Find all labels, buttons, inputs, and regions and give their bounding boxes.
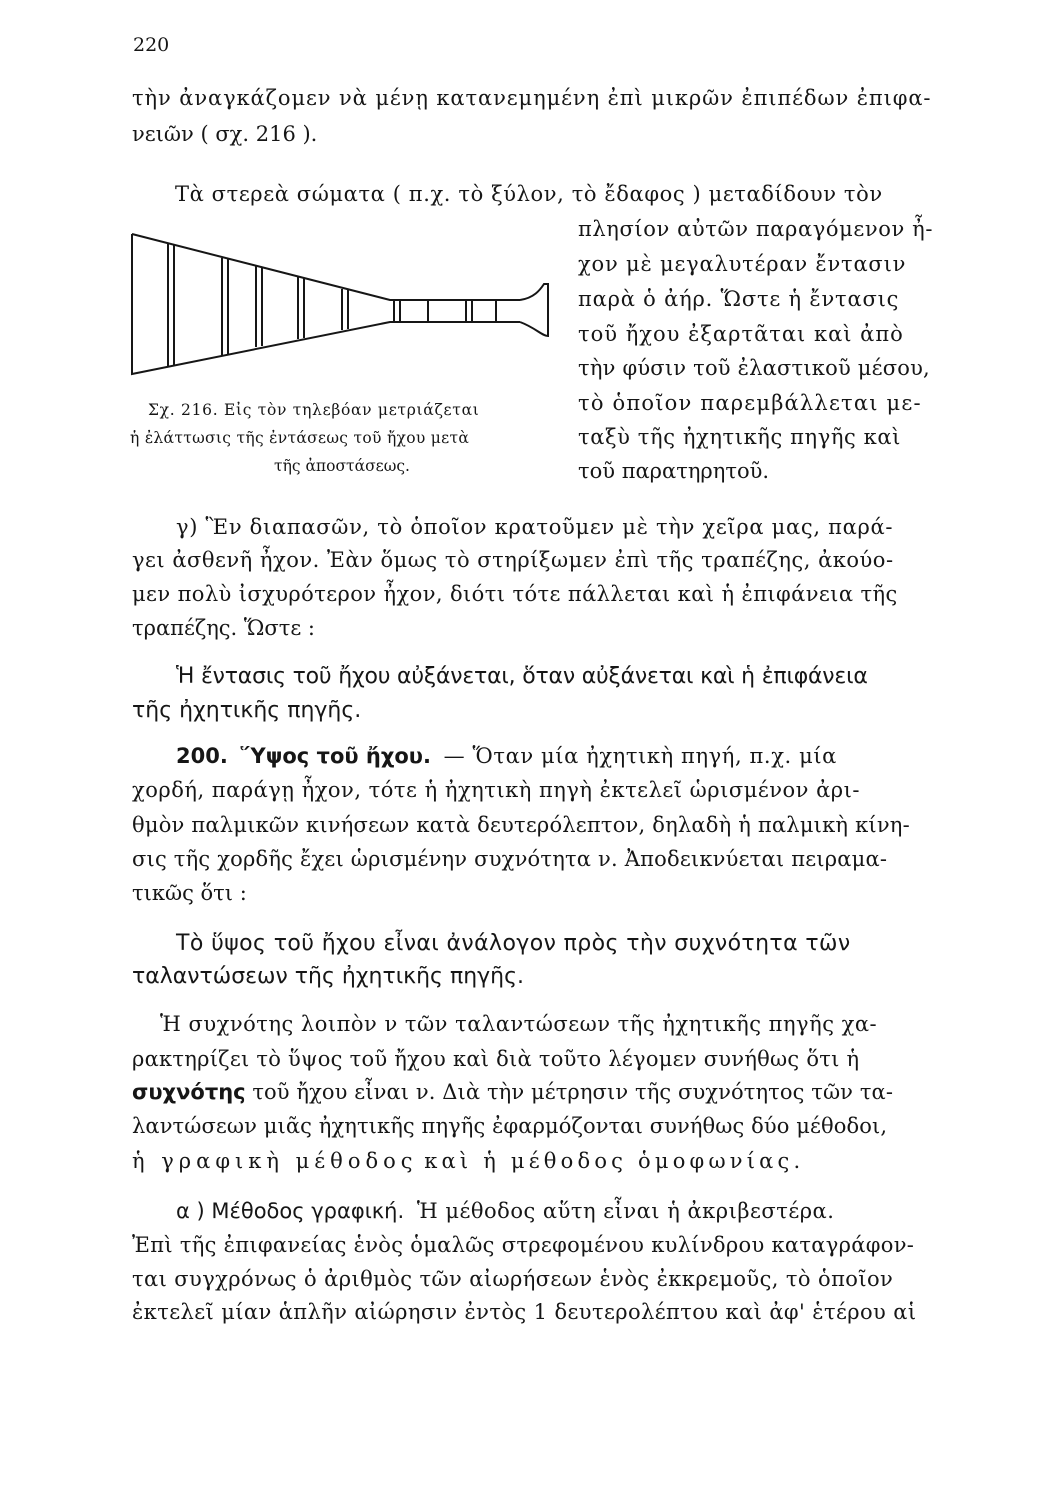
text-line [176,1201,834,1222]
rule-statement: Ἡ ἔντασις τοῦ ἤχου αὐξάνεται, ὅταν αὐξάνεται καὶ ἡ ἐπιφάνεια [176,664,868,689]
text-line: τὴν φύσιν τοῦ ἐλαστικοῦ μέσου, [578,356,930,380]
text-line: σις τῆς χορδῆς ἔχει ὡρισμένην συχνότητα ν. Ἀποδεικνύεται πειραμα- [132,847,888,871]
spaced-term: ἡ γραφικὴ μέθοδος [132,1149,418,1173]
text-line: τοῦ ἤχου ἐξαρτᾶται καὶ ἀπὸ [578,322,904,346]
text-line: ται συγχρόνως ὁ ἀριθμὸς τῶν αἰωρήσεων ἑνὸς ἐκκρεμοῦς, τὸ ὁποῖον [132,1267,894,1291]
bold-term: συχνότης [132,1080,246,1104]
section-heading-line [176,746,837,767]
text-line: γ) Ἓν διαπασῶν, τὸ ὁποῖον κρατοῦμεν μὲ τὴν χεῖρα μας, παρά- [176,515,894,539]
text-line: θμὸν παλμικῶν κινήσεων κατὰ δευτερόλεπτον, δηλαδὴ ἡ παλμικὴ κίνη- [132,813,910,837]
text-line: χορδή, παράγῃ ἦχον, τότε ἡ ἠχητικὴ πηγὴ ἐκτελεῖ ὡρισμένον ἀρι- [132,778,860,802]
text-line: λαντώσεων μιᾶς ἠχητικῆς πηγῆς ἐφαρμόζονται συνήθως δύο μέθοδοι, [132,1114,888,1138]
text-line: μεν πολὺ ἰσχυρότερον ἦχον, διότι τότε πάλλεται καὶ ἡ ἐπιφάνεια τῆς [132,582,898,606]
figure-caption: τῆς ἀποστάσεως. [274,457,410,475]
text-line: γει ἀσθενῆ ἦχον. Ἐὰν ὅμως τὸ στηρίξωμεν ἐπὶ τῆς τραπέζης, ἀκούο- [132,548,894,572]
section-text: — Ὅταν μία ἠχητικὴ πηγή, π.χ. μία [443,744,837,768]
text-line [132,1151,804,1172]
text-line: παρὰ ὁ ἀήρ. Ὥστε ἡ ἔντασις [578,287,900,311]
text-line: Τὰ στερεὰ σώματα ( π.χ. τὸ ξύλον, τὸ ἔδαφος ) μεταδίδουν τὸν [175,182,883,206]
text-line: τικῶς ὅτι : [132,881,247,905]
text-line: Ἡ συχνότης λοιπὸν ν τῶν ταλαντώσεων τῆς ἠχητικῆς πηγῆς χα- [160,1012,878,1036]
text-line: ρακτηρίζει τὸ ὕψος τοῦ ἤχου καὶ διὰ τοῦτο λέγομεν συνήθως ὅτι ἡ [132,1047,860,1071]
rule-statement: Τὸ ὕψος τοῦ ἤχου εἶναι ἀνάλογον πρὸς τὴν συχνότητα τῶν [176,931,851,956]
figure-caption: ἡ ἐλάττωσις τῆς ἐντάσεως τοῦ ἤχου μετὰ [130,429,470,447]
section-title: Ὕψος τοῦ ἤχου. [240,744,431,768]
figure-caption: Σχ. 216. Εἰς τὸν τηλεβόαν μετριάζεται [148,401,480,419]
section-number: 200. [176,744,228,768]
text-line: Ἐπὶ τῆς ἐπιφανείας ἑνὸς ὁμαλῶς στρεφομένου κυλίνδρου καταγράφον- [132,1233,915,1257]
text-line: ταξὺ τῆς ἠχητικῆς πηγῆς καὶ [578,425,902,449]
method-heading: α ) Μέθοδος γραφική. [176,1199,405,1223]
text-line: τὸ ὁποῖον παρεμβάλλεται με- [578,391,922,415]
text-line: χον μὲ μεγαλυτέραν ἔντασιν [578,252,907,276]
text-line: τοῦ παρατηρητοῦ. [578,459,770,483]
text-line: ἐκτελεῖ μίαν ἁπλῆν αἰώρησιν ἐντὸς 1 δευτερολέπτου καὶ ἀφ' ἑτέρου αἱ [132,1300,917,1324]
text-span: καὶ ἡ μέθοδος ὁμοφωνίας. [424,1149,805,1173]
page-number: 220 [133,34,170,56]
rule-statement: ταλαντώσεων τῆς ἠχητικῆς πηγῆς. [132,964,525,989]
rule-statement: τῆς ἠχητικῆς πηγῆς. [132,698,362,723]
megaphone-figure [128,228,558,380]
text-span: τοῦ ἤχου εἶναι ν. Διὰ τὴν μέτρησιν τῆς συχνότητος τῶν τα- [252,1080,894,1104]
text-line: τραπέζης. Ὥστε : [132,616,315,640]
text-span: Ἡ μέθοδος αὕτη εἶναι ἡ ἀκριβεστέρα. [416,1199,835,1223]
text-line: τὴν ἀναγκάζομεν νὰ μένῃ κατανεμημένη ἐπὶ μικρῶν ἐπιπέδων ἐπιφα- [132,86,932,110]
text-line: πλησίον αὐτῶν παραγόμενον ἦ- [578,217,934,241]
text-line: νειῶν ( σχ. 216 ). [132,122,318,146]
text-line [132,1082,893,1103]
